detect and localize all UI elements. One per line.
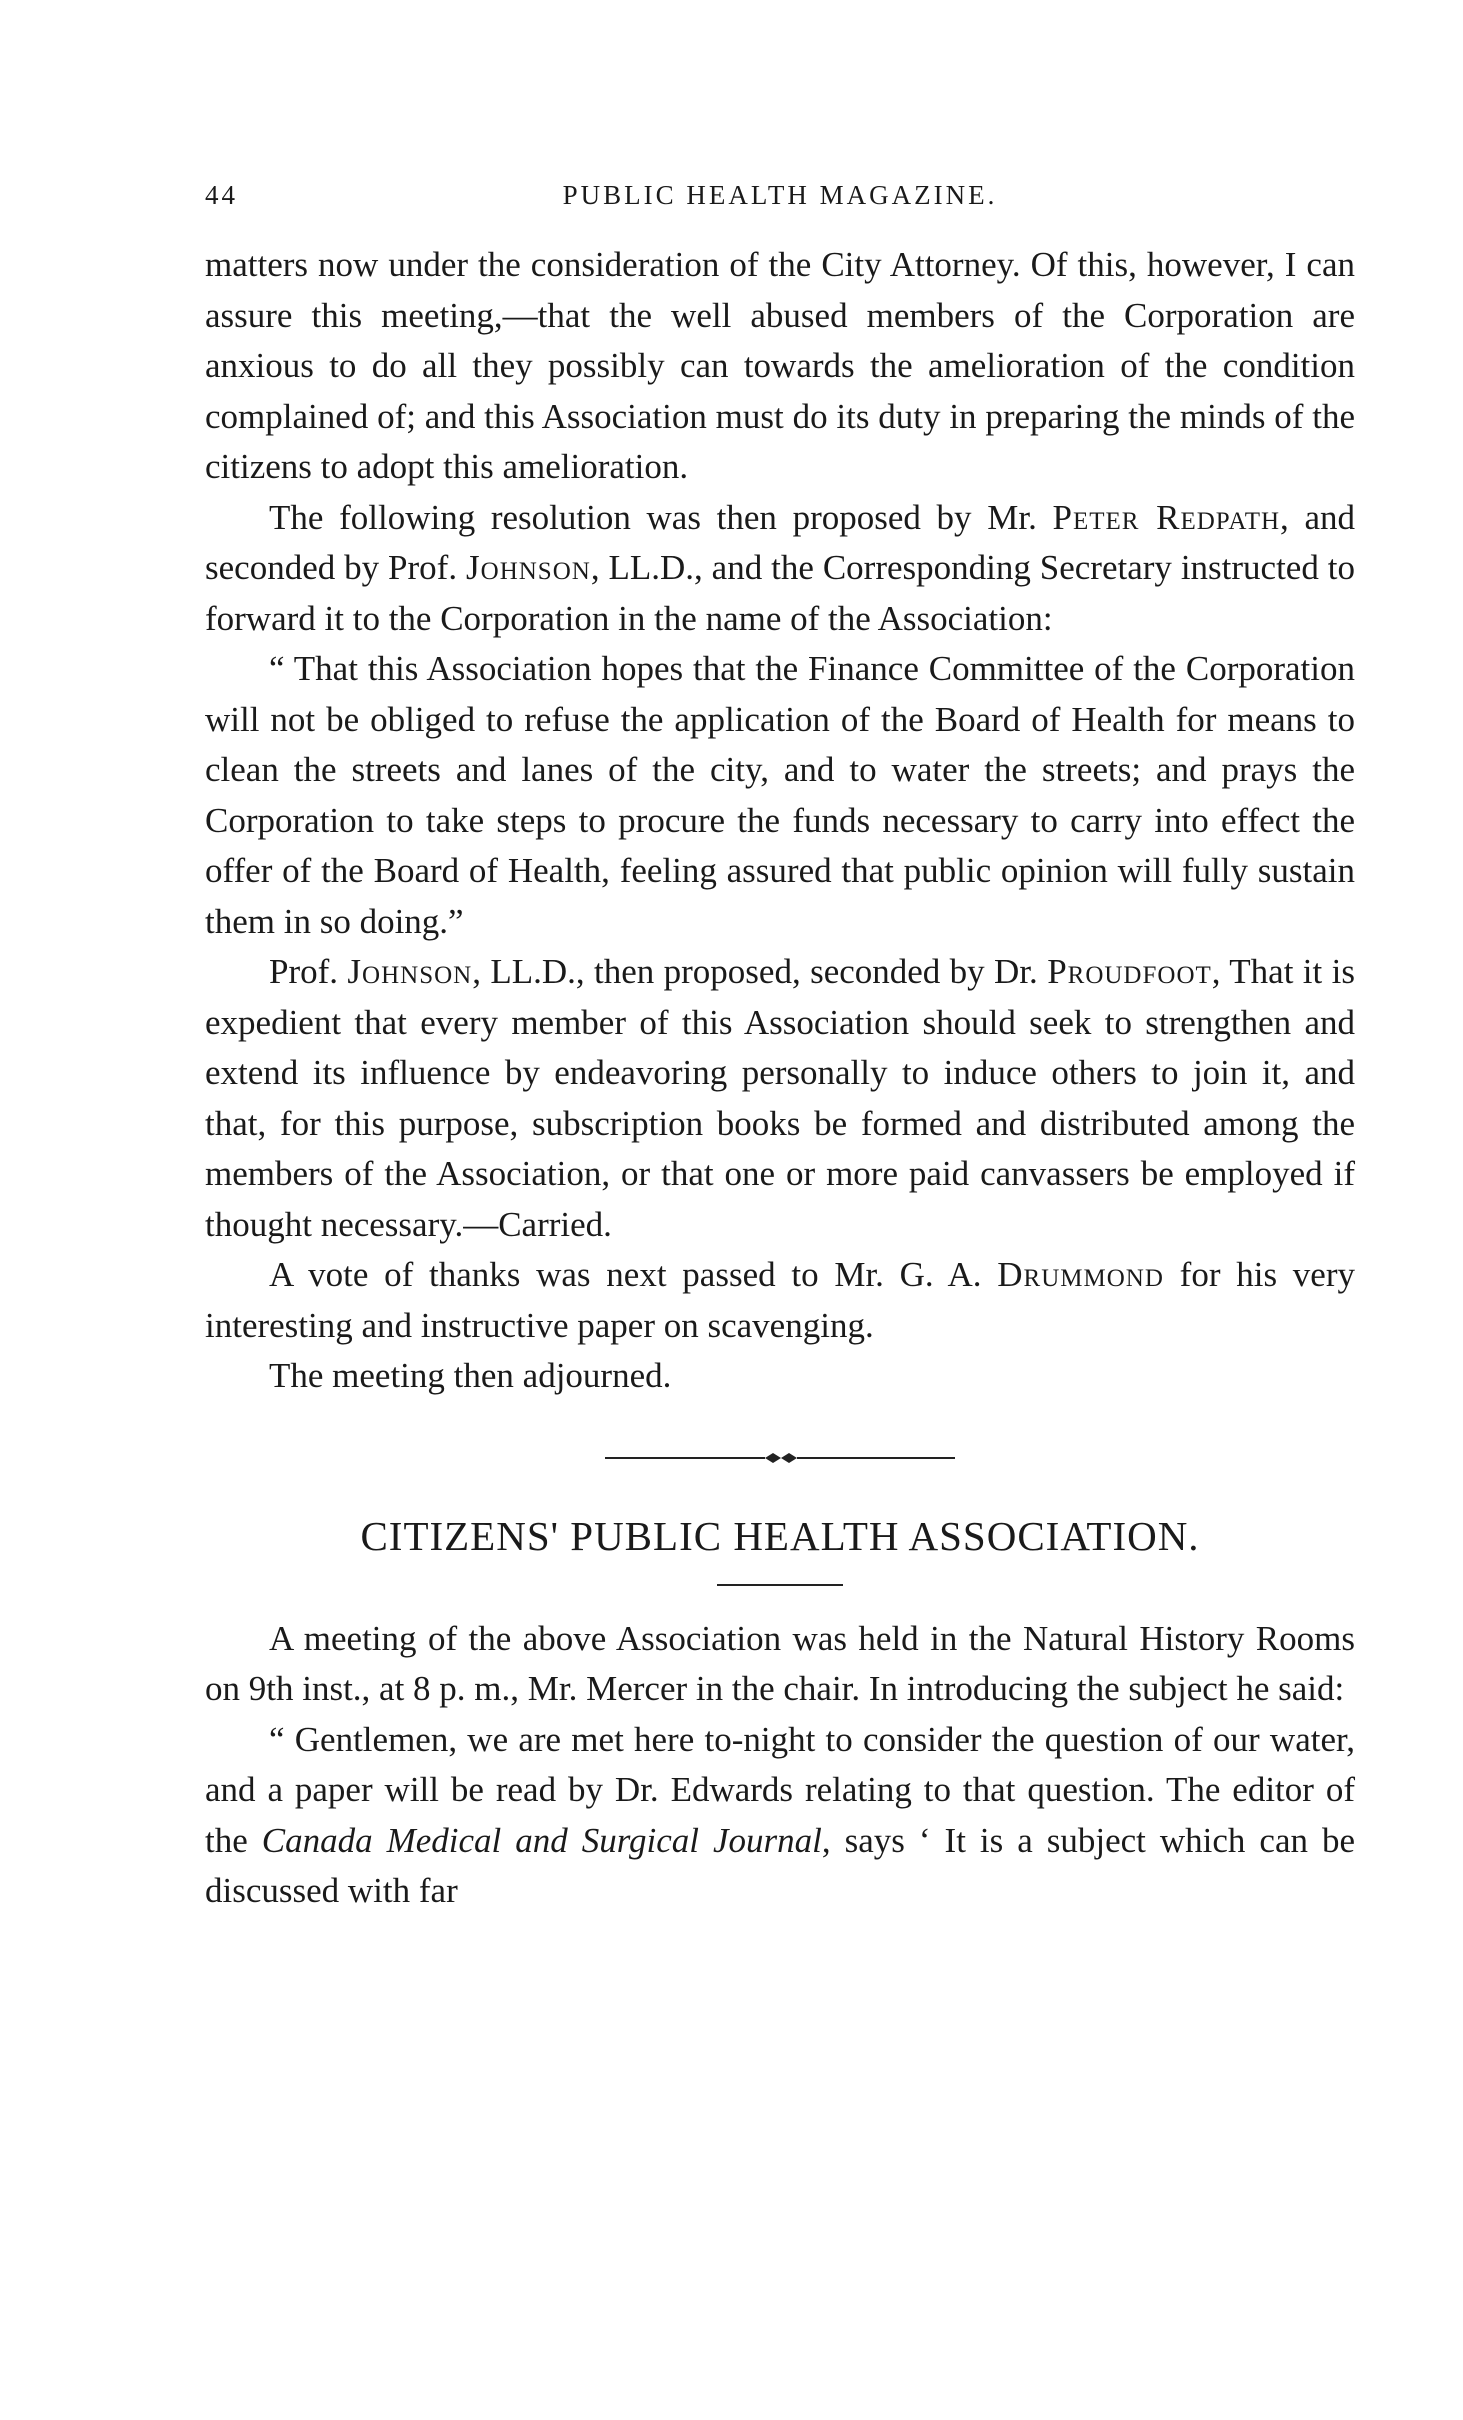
running-head: PUBLIC HEALTH MAGAZINE. <box>562 180 998 210</box>
paragraph-second-proposal: Prof. Johnson, LL.D., then proposed, seconded by Dr. Proudfoot, That it is expedient that every member of this Association should seek to strengthen and extend its influence by endeavoring personally to induce others to join it, and that, for this purpose, subscription books be formed and distributed among the members of the Association, or that one or more paid canvassers be employed if thought necessary.—Carried. <box>205 952 1355 1244</box>
paragraph-adjourned: The meeting then adjourned. <box>269 1356 672 1395</box>
person-name-redpath: Peter Redpath <box>1052 497 1281 537</box>
paragraph-resolution-text: “ That this Association hopes that the Finance Committee of the Corporation will not be obliged to refuse the application of the Board of Health for means to clean the streets and lanes of the city, and to water the streets; and prays the Corporation to take steps to procure the funds necessary to carry into effect the offer of the Board of Health, feeling assured that public opinion will fully sustain them in so doing.” <box>205 649 1355 941</box>
person-name-johnson-2: Johnson <box>347 952 473 991</box>
person-name-drummond: Drummond <box>997 1255 1164 1294</box>
page-header <box>205 180 1355 240</box>
document-page <box>205 180 1355 1917</box>
person-name-proudfoot: Proudfoot <box>1047 952 1212 991</box>
paragraph-meeting-intro: A meeting of the above Association was held in the Natural History Rooms on 9th inst., at 8 p. m., Mr. Mercer in the chair. In introducing the subject he said: <box>205 1618 1355 1708</box>
person-name-johnson: Johnson <box>466 548 591 587</box>
paragraph-continuation: matters now under the consideration of the City Attorney. Of this, however, I can assure this meeting,—that the well abused members of the Corporation are anxious to do all they possibly can towards the amelioration of the condition complained of; and this Association must do its duty in preparing the minds of the citizens to adopt this amelioration. <box>205 245 1355 486</box>
title-rule <box>717 1584 843 1586</box>
paragraph-resolution-intro: The following resolution was then proposed by Mr. Peter Redpath, and seconded by Prof. Johnson, LL.D., and the Corresponding Secretary instructed to forward it to the Corporation in the name of the Association: <box>205 497 1355 638</box>
section-divider-ornament <box>205 1430 1355 1490</box>
journal-title: Canada Medical and Surgical Journal <box>261 1820 822 1860</box>
paragraph-vote-of-thanks: A vote of thanks was next passed to Mr. G. A. Drummond for his very interesting and instructive paper on scavenging. <box>205 1255 1356 1345</box>
page-number: 44 <box>205 180 238 210</box>
paragraph-speech: “ Gentlemen, we are met here to-night to consider the question of our water, and a paper will be read by Dr. Edwards relating to that question. The editor of the Canada Medical and Surgical Journal, says ‘ It is a subject which can be discussed with far <box>205 1719 1356 1910</box>
section-title: CITIZENS' PUBLIC HEALTH ASSOCIATION. <box>360 1512 1200 1559</box>
